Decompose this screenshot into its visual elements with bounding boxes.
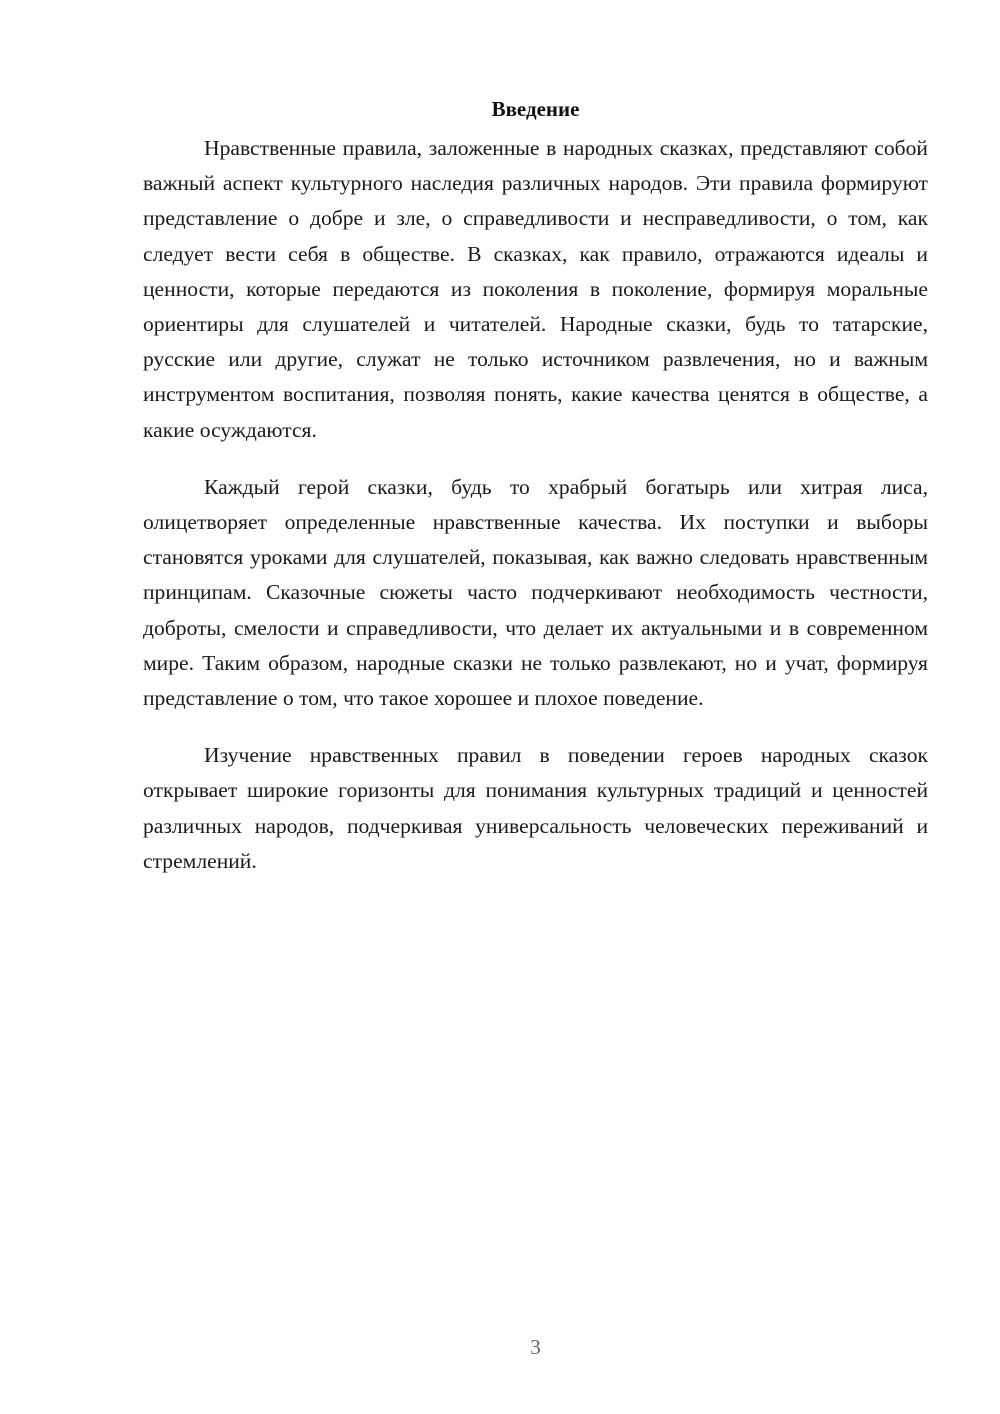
page-content [143,92,928,901]
paragraph-2: Каждый герой сказки, будь то храбрый богатырь или хитрая лиса, олицетворяет определенные нравственные качества. Их поступки и выборы становятся уроками для слушателей, показывая, как важно следовать нравственным принципам. Сказочные сюжеты часто подчеркивают необходимость честности, доброты, смелости и справедливости, что делает их актуальными и в современном мире. Таким образом, народные сказки не только развлекают, но и учат, формируя представление о том, что такое хорошее и плохое поведение. [143,474,928,711]
paragraph-1: Нравственные правила, заложенные в народных сказках, представляют собой важный аспект культурного наследия различных народов. Эти правила формируют представление о добре и зле, о справедливости и несправедливости, о том, как следует вести себя в обществе. В сказках, как правило, отражаются идеалы и ценности, которые передаются из поколения в поколение, формируя моральные ориентиры для слушателей и читателей. Народные сказки, будь то татарские, русские или другие, служат не только источником развлечения, но и важным инструментом воспитания, позволяя понять, какие качества ценятся в обществе, а какие осуждаются. [143,136,928,442]
section-heading: Введение [491,97,580,121]
page-number: 3 [530,1335,541,1359]
paragraph-3: Изучение нравственных правил в поведении героев народных сказок открывает широкие горизонты для понимания культурных традиций и ценностей различных народов, подчеркивая универсальность человеческих переживаний и стремлений. [143,743,928,873]
